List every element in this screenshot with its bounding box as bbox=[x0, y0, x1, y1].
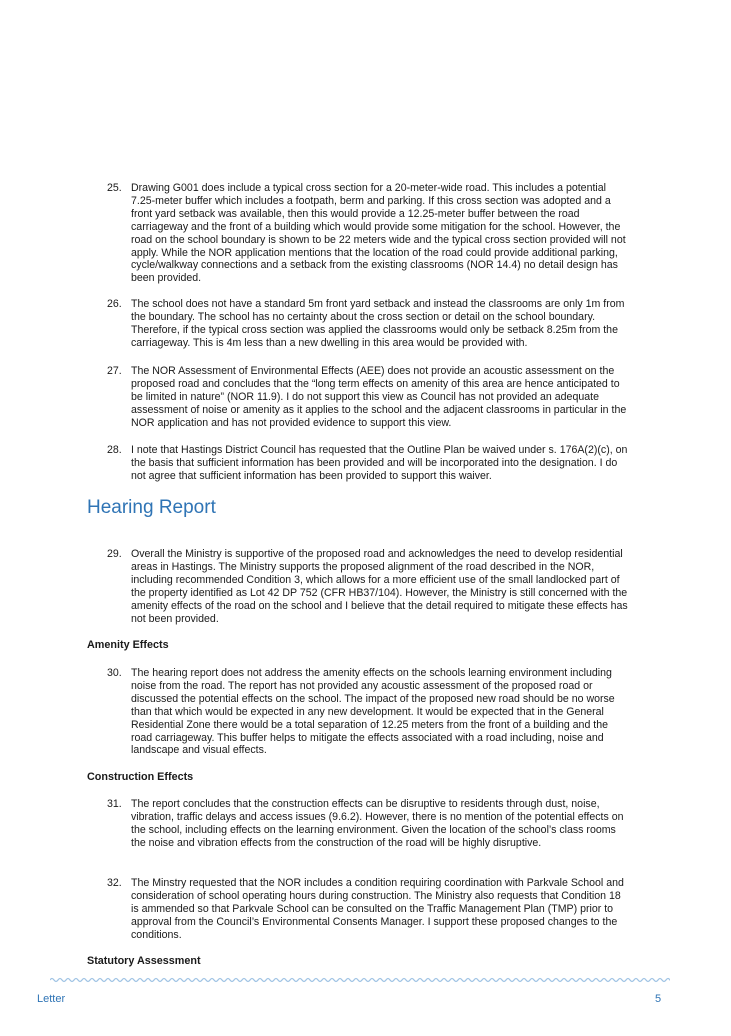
subheading-statutory-assessment: Statutory Assessment bbox=[87, 955, 201, 967]
paragraph-30 bbox=[107, 667, 629, 757]
paragraph-text: I note that Hastings District Council has requested that the Outline Plan be waived under s. 176A(2)(c), on the basis that sufficient information has been provided and will be incorporated into the designation. I do not agree that sufficient information has been provided to support this waiver. bbox=[131, 444, 628, 482]
footer-label: Letter bbox=[37, 993, 66, 1005]
section-heading-hearing-report: Hearing Report bbox=[87, 497, 216, 518]
footer-wave-divider bbox=[50, 975, 670, 985]
paragraph-text: The NOR Assessment of Environmental Effects (AEE) does not provide an acoustic assessment on the proposed road and concludes that the “long term effects on amenity of this area are hence anticipated to be limited in nature” (NOR 11.9). I do not support this view as Council has not provided an adequate assessment of noise or amenity as it applies to the school and the adjacent classrooms in particular in the NOR application and has not provided evidence to support this view. bbox=[131, 365, 627, 429]
paragraph-number: 28. bbox=[107, 444, 122, 456]
paragraph-27 bbox=[107, 365, 629, 430]
paragraph-32 bbox=[107, 877, 629, 942]
paragraph-text: The hearing report does not address the amenity effects on the schools learning environment including noise from the road. The report has not provided any acoustic assessment of the proposed road or discussed the potential effects on the school. The impact of the proposed new road should be no worse than that which would be expected in any new development. It would be expected that in the General Residential Zone there would be a total separation of 12.25 meters from the front of a building and the road carriageway. This buffer helps to mitigate the effects associated with a road including, noise and landscape and visual effects. bbox=[131, 667, 615, 757]
paragraph-number: 27. bbox=[107, 365, 122, 377]
paragraph-text: The report concludes that the construction effects can be disruptive to residents through dust, noise, vibration, traffic delays and access issues (9.6.2). However, there is no mention of the potential effects on the school, including effects on the learning environment. Given the location of the school’s class rooms the noise and vibration effects from the construction of the road will be highly disruptive. bbox=[131, 798, 624, 849]
subheading-construction-effects: Construction Effects bbox=[87, 771, 194, 783]
paragraph-31 bbox=[107, 798, 629, 850]
paragraph-number: 26. bbox=[107, 298, 122, 310]
paragraph-number: 29. bbox=[107, 548, 122, 560]
paragraph-text: The school does not have a standard 5m front yard setback and instead the classrooms are only 1m from the boundary. The school has no certainty about the cross section or detail on the school boundary. Therefore, if the typical cross section was applied the classrooms would only be setback 8.25m from the carriageway. This is 4m less than a new dwelling in this area would be provided with. bbox=[131, 298, 625, 349]
paragraph-28 bbox=[107, 444, 629, 483]
paragraph-number: 25. bbox=[107, 182, 122, 194]
paragraph-text: Overall the Ministry is supportive of the proposed road and acknowledges the need to develop residential areas in Hastings. The Ministry supports the proposed alignment of the road described in the NOR, including recommended Condition 3, which allows for a more efficient use of the small landlocked part of the property identified as Lot 42 DP 752 (CFR HB37/104). However, the Ministry is still concerned with the amenity effects of the road on the school and I believe that the detail required to mitigate these effects has not been provided. bbox=[131, 548, 628, 625]
paragraph-number: 30. bbox=[107, 667, 122, 679]
paragraph-26 bbox=[107, 298, 629, 350]
paragraph-25 bbox=[107, 182, 629, 285]
paragraph-number: 32. bbox=[107, 877, 122, 889]
paragraph-text: The Minstry requested that the NOR includes a condition requiring coordination with Parkvale School and consideration of school operating hours during construction. The Ministry also requests that Condition 18 is ammended so that Parkvale School can be consulted on the Traffic Management Plan (TMP) prior to approval from the Council’s Environmental Consents Manager. I support these proposed changes to the conditions. bbox=[131, 877, 624, 941]
paragraph-text: Drawing G001 does include a typical cross section for a 20-meter-wide road. This includes a potential 7.25-meter buffer which includes a footpath, berm and parking. If this cross section was adopted and a front yard setback was available, then this would provide a 12.25-meter buffer between the road carriageway and the front of a building which would provide some mitigation for the school. However, the road on the school boundary is shown to be 22 meters wide and the typical cross section provided will not apply. While the NOR application mentions that the location of the road could provide additional parking, cycle/walkway connections and a setback from the existing classrooms (NOR 14.4) no detail design has been provided. bbox=[131, 182, 626, 285]
page-number: 5 bbox=[655, 993, 662, 1005]
subheading-amenity-effects: Amenity Effects bbox=[87, 639, 169, 651]
paragraph-29 bbox=[107, 548, 629, 625]
paragraph-number: 31. bbox=[107, 798, 122, 810]
